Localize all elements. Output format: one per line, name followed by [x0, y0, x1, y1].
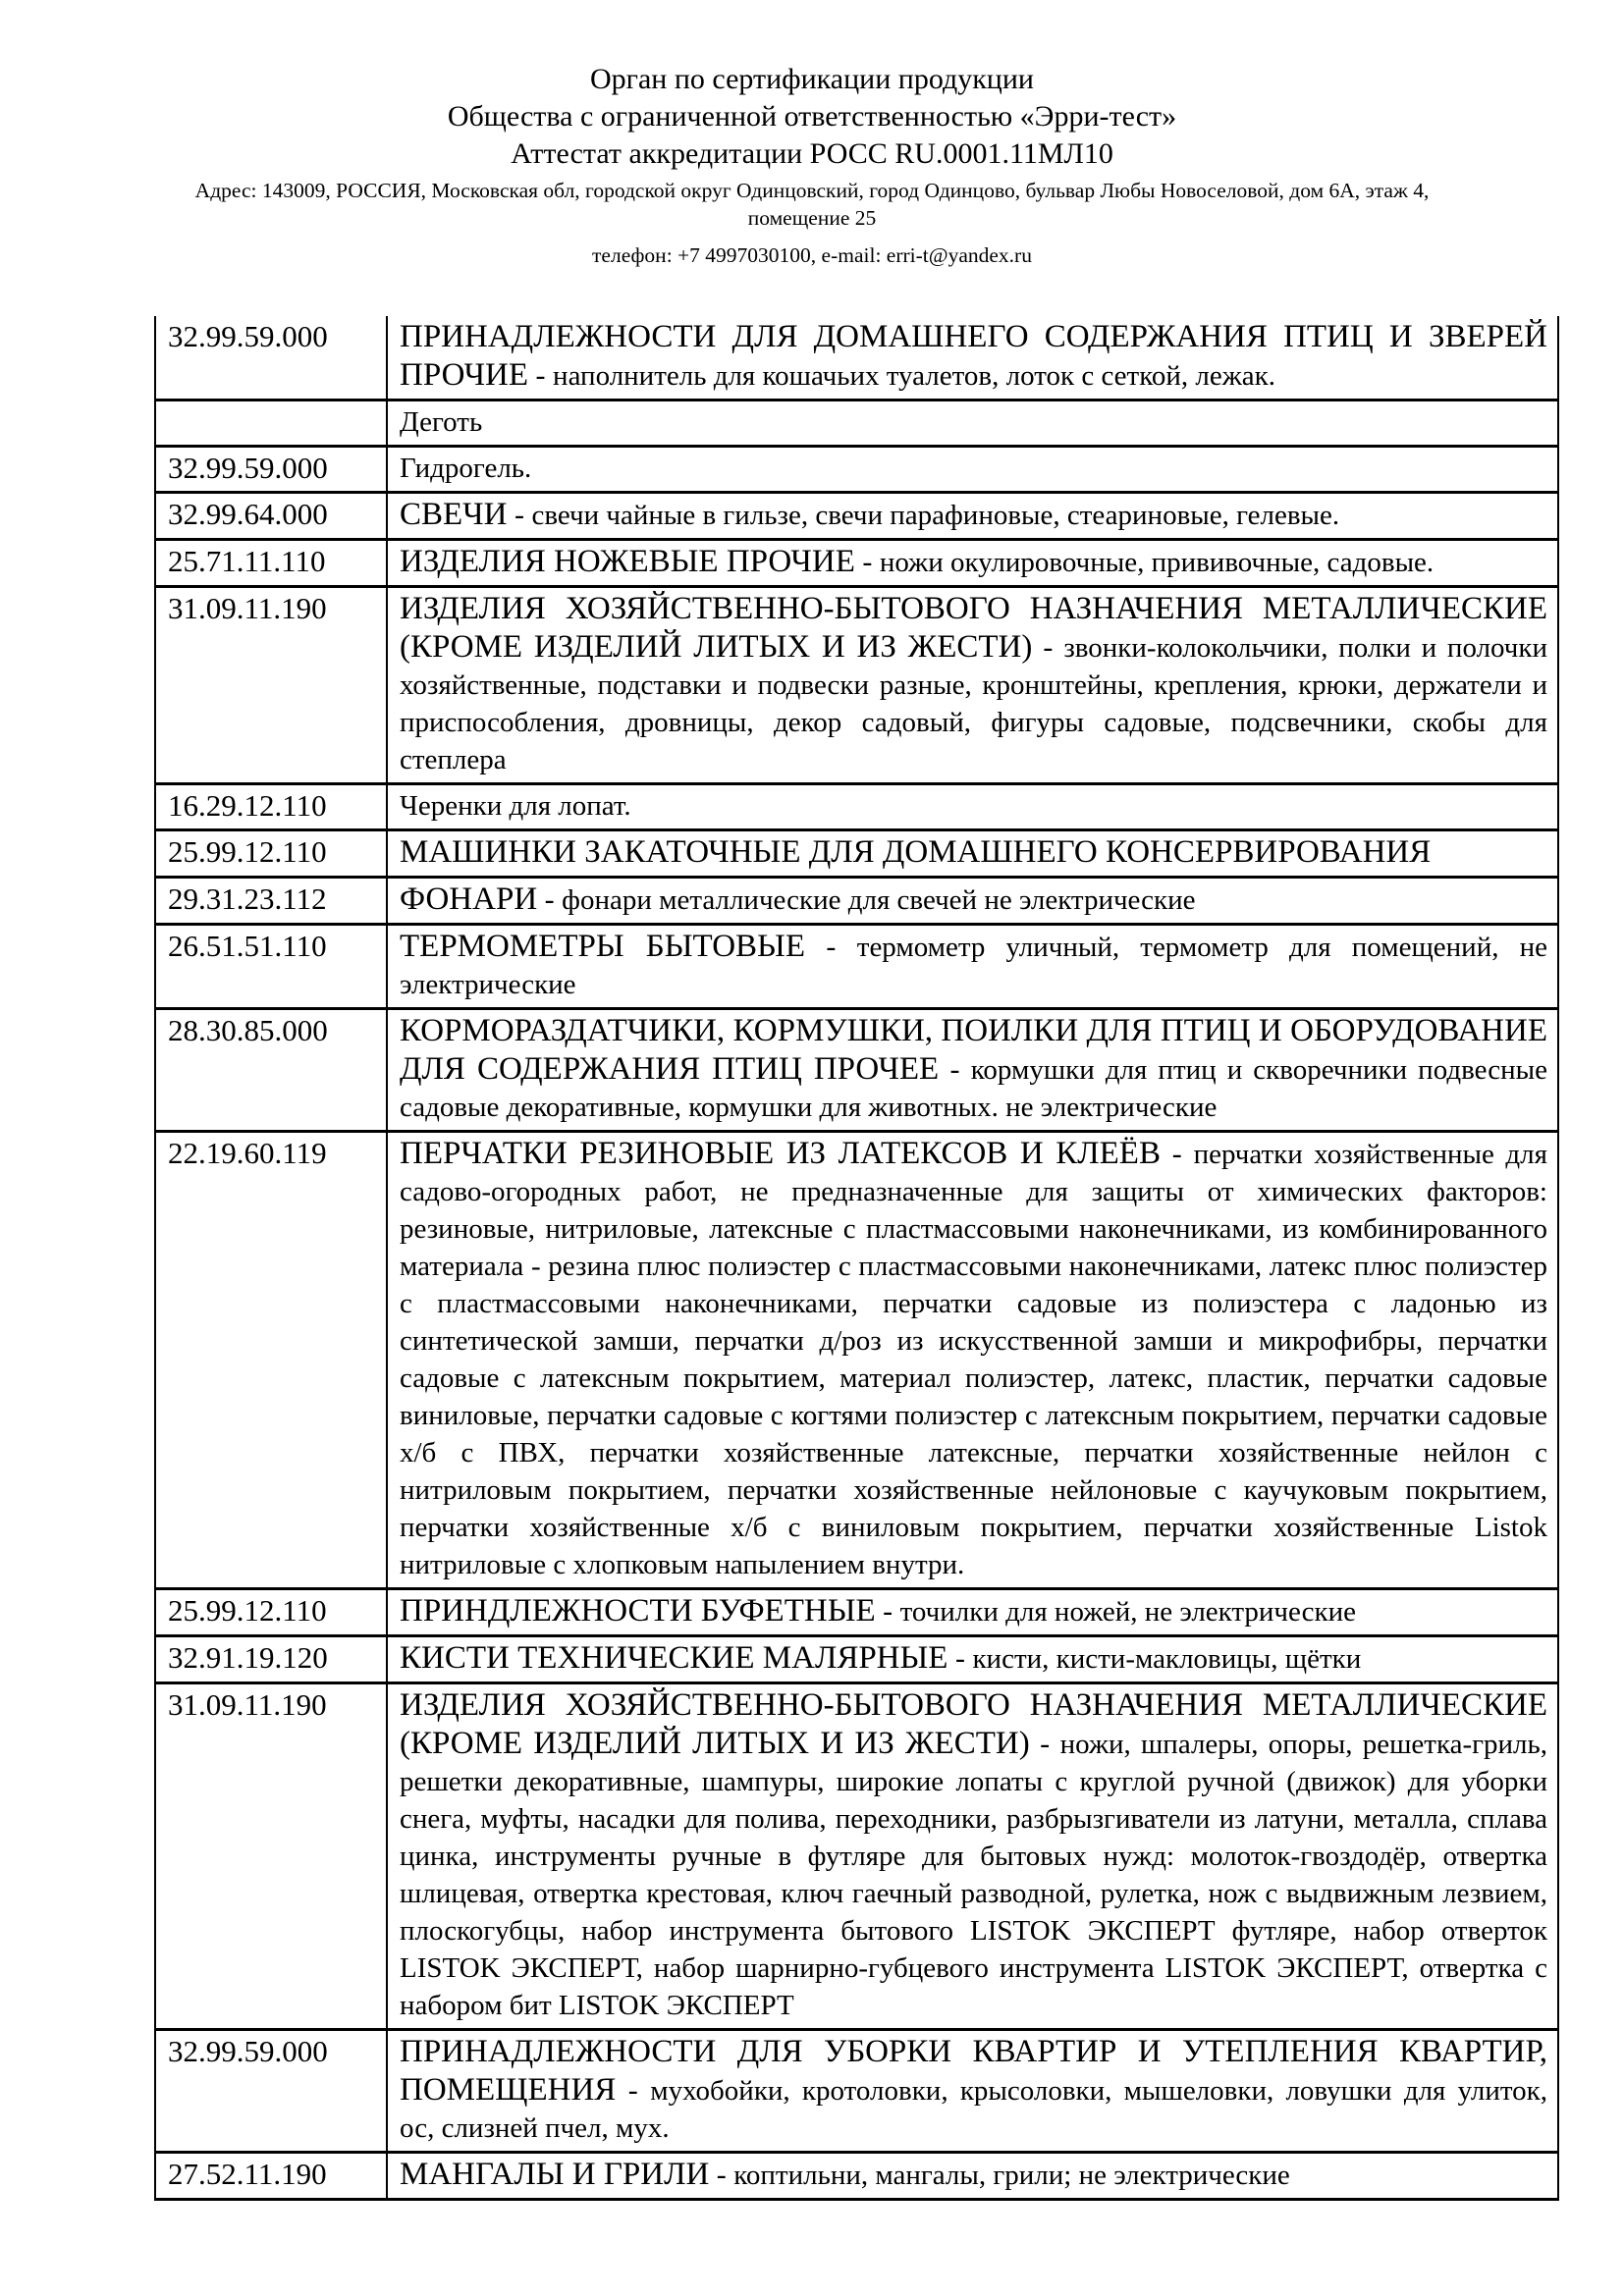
category-name: ИЗДЕЛИЯ НОЖЕВЫЕ ПРОЧИЕ — [400, 544, 855, 579]
products-table-body — [155, 316, 1558, 2200]
category-separator: - — [1160, 1138, 1194, 1170]
product-code: 22.19.60.119 — [168, 1136, 327, 1170]
product-code-cell — [155, 830, 387, 878]
product-code: 32.99.59.000 — [168, 2034, 328, 2068]
product-code-cell — [155, 2030, 387, 2153]
table-row — [155, 2030, 1558, 2153]
category-description: кисти, кисти-макловицы, щётки — [972, 1643, 1362, 1675]
table-row — [155, 1589, 1558, 1636]
table-row — [155, 587, 1558, 784]
category-separator: - — [854, 546, 880, 578]
product-desc-cell — [387, 878, 1558, 925]
product-code: 25.71.11.110 — [168, 544, 326, 578]
category-name: СВЕЧИ — [400, 497, 508, 532]
category-separator: - — [1032, 631, 1064, 664]
table-row — [155, 830, 1558, 878]
category-name: КОРМОРАЗДАТЧИКИ, КОРМУШКИ, ПОИЛКИ ДЛЯ ПТИЦ И ОБОРУДОВАНИЕ ДЛЯ СОДЕРЖАНИЯ ПТИЦ ПРОЧЕЕ — [400, 1013, 1547, 1087]
product-code-cell — [155, 925, 387, 1009]
category-name: МАШИНКИ ЗАКАТОЧНЫЕ ДЛЯ ДОМАШНЕГО КОНСЕРВИРОВАНИЯ — [400, 834, 1432, 870]
product-code: 16.29.12.110 — [168, 788, 327, 823]
product-desc-cell — [387, 1589, 1558, 1636]
org-address: Адрес: 143009, РОССИЯ, Московская обл, городской округ Одинцовский, город Одинцово, бульвар Любы Новоселовой, дом 6А, этаж 4, помещение 25 — [194, 179, 1430, 230]
product-code: 32.99.59.000 — [168, 319, 328, 353]
product-code-cell — [155, 2153, 387, 2200]
product-code-cell — [155, 493, 387, 540]
table-row — [155, 878, 1558, 925]
category-name: КИСТИ ТЕХНИЧЕСКИЕ МАЛЯРНЫЕ — [400, 1640, 948, 1676]
product-code-cell — [155, 878, 387, 925]
product-code: 29.31.23.112 — [168, 881, 327, 916]
category-description: Деготь — [400, 406, 483, 438]
category-description: Гидрогель. — [400, 453, 532, 484]
product-desc-cell — [387, 1132, 1558, 1589]
category-separator: - — [947, 1642, 973, 1675]
product-desc-cell — [387, 493, 1558, 540]
category-description: Черенки для лопат. — [400, 790, 631, 822]
category-name: ПРИНАДЛЕЖНОСТИ ДЛЯ ДОМАШНЕГО СОДЕРЖАНИЯ ПТИЦ И ЗВЕРЕЙ ПРОЧИЕ — [400, 319, 1547, 393]
product-desc-cell — [387, 784, 1558, 830]
product-desc-cell — [387, 540, 1558, 587]
category-description: свечи чайные в гильзе, свечи парафиновые, стеариновые, гелевые. — [531, 500, 1340, 531]
product-desc-cell — [387, 1009, 1558, 1132]
table-row — [155, 925, 1558, 1009]
table-row — [155, 784, 1558, 830]
product-code: 31.09.11.190 — [168, 1687, 327, 1722]
table-row — [155, 1132, 1558, 1589]
product-code-cell — [155, 400, 387, 447]
product-code-cell — [155, 1636, 387, 1683]
table-row — [155, 540, 1558, 587]
product-code-cell — [155, 587, 387, 784]
category-description: ножи, шпалеры, опоры, решетка-гриль, решетки декоративные, шампуры, широкие лопаты с круглой ручной (движок) для уборки снега, муфты, насадки для полива, переходники, разбрызгиватели из латуни, металла, сплава цинка, инструменты ручные в футляре для бытовых нужд: молоток-гвоздодёр, отвертка шлицевая, отвертка крестовая, ключ гаечный разводной, рулетка, нож с выдвижным лезвием, плоскогубцы, набор инструмента бытового LISTOK ЭКСПЕРТ футляре, набор отверток LISTOK ЭКСПЕРТ, набор шарнирно-губцевого инструмента LISTOK ЭКСПЕРТ, отвертка с набором бит LISTOK ЭКСПЕРТ — [400, 1729, 1547, 2021]
category-description: мухобойки, кротоловки, крысоловки, мышеловки, ловушки для улиток, ос, слизней пчел, мух. — [400, 2075, 1547, 2144]
category-name: ТЕРМОМЕТРЫ БЫТОВЫЕ — [400, 929, 805, 964]
org-contact: телефон: +7 4997030100, e-mail: erri-t@yandex.ru — [592, 243, 1032, 267]
category-separator: - — [805, 931, 857, 963]
category-description: коптильни, мангалы, грили; не электрические — [733, 2160, 1290, 2191]
category-name: ПЕРЧАТКИ РЕЗИНОВЫЕ ИЗ ЛАТЕКСОВ И КЛЕЁВ — [400, 1136, 1161, 1171]
category-separator: - — [1029, 1728, 1060, 1760]
category-name: ПРИНАДЛЕЖНОСТИ ДЛЯ УБОРКИ КВАРТИР И УТЕПЛЕНИЯ КВАРТИР, ПОМЕЩЕНИЯ — [400, 2034, 1547, 2108]
product-code-cell — [155, 1589, 387, 1636]
product-code: 27.52.11.190 — [168, 2157, 327, 2191]
product-desc-cell — [387, 587, 1558, 784]
category-name: ИЗДЕЛИЯ ХОЗЯЙСТВЕННО-БЫТОВОГО НАЗНАЧЕНИЯ МЕТАЛЛИЧЕСКИЕ (КРОМЕ ИЗДЕЛИЙ ЛИТЫХ И ИЗ ЖЕСТИ) — [400, 1687, 1547, 1761]
product-desc-cell — [387, 447, 1558, 493]
category-description: кормушки для птиц и скворечники подвесные садовые декоративные, кормушки для животных. не электрические — [400, 1054, 1547, 1123]
product-code: 26.51.51.110 — [168, 929, 327, 963]
table-row — [155, 1636, 1558, 1683]
product-code: 25.99.12.110 — [168, 1593, 327, 1628]
category-description: точилки для ножей, не электрические — [899, 1596, 1356, 1628]
category-separator: - — [528, 359, 554, 392]
product-code-cell — [155, 447, 387, 493]
category-description: ножи окулировочные, прививочные, садовые. — [879, 547, 1435, 578]
table-row — [155, 400, 1558, 447]
product-desc-cell — [387, 316, 1558, 400]
category-description: фонари металлические для свечей не электрические — [562, 884, 1196, 916]
product-desc-cell — [387, 925, 1558, 1009]
product-desc-cell — [387, 2153, 1558, 2200]
product-code: 31.09.11.190 — [168, 591, 327, 625]
products-table — [154, 316, 1559, 2201]
category-description: перчатки хозяйственные для садово-огородных работ, не предназначенные для защиты от химических факторов: резиновые, нитриловые, латексные с пластмассовыми наконечниками, из комбинированного материала - резина плюс полиэстер с пластмассовыми наконечниками, латекс плюс полиэстер с пластмассовыми наконечниками, перчатки садовые из полиэстера с ладонью из синтетической замши, перчатки д/роз из искусственной замши и микрофибры, перчатки садовые с латексным покрытием, материал полиэстер, латекс, пластик, перчатки садовые виниловые, перчатки садовые с когтями полиэстер с латексным покрытием, перчатки садовые х/б с ПВХ, перчатки хозяйственные латексные, перчатки хозяйственные нейлон с нитриловым покрытием, перчатки хозяйственные нейлоновые с каучуковым покрытием, перчатки хозяйственные х/б с виниловым покрытием, перчатки хозяйственные Listok нитриловые с хлопковым напылением внутри. — [400, 1139, 1547, 1580]
table-row — [155, 493, 1558, 540]
product-code: 28.30.85.000 — [168, 1013, 328, 1047]
category-separator: - — [507, 499, 532, 531]
product-desc-cell — [387, 1683, 1558, 2030]
table-row — [155, 2153, 1558, 2200]
table-row — [155, 1009, 1558, 1132]
category-separator: - — [939, 1053, 971, 1086]
document-header — [0, 0, 1624, 269]
category-description: термометр уличный, термометр для помещений, не электрические — [400, 932, 1547, 1000]
category-separator: - — [875, 1595, 900, 1628]
product-code: 32.99.64.000 — [168, 497, 328, 531]
table-row — [155, 447, 1558, 493]
product-code: 25.99.12.110 — [168, 834, 327, 869]
org-title-line-2: Общества с ограниченной ответственностью «Эрри-тест» — [447, 100, 1177, 133]
category-description: звонки-колокольчики, полки и полочки хозяйственные, подставки и подвески разные, кронштейны, крепления, крюки, держатели и приспособления, дровницы, декор садовый, фигуры садовые, подсвечники, скобы для степлера — [400, 632, 1547, 775]
category-name: ФОНАРИ — [400, 881, 538, 917]
product-code-cell — [155, 540, 387, 587]
product-desc-cell — [387, 2030, 1558, 2153]
category-separator: - — [537, 883, 563, 916]
category-description: наполнитель для кошачьих туалетов, лоток с сеткой, лежак. — [553, 360, 1275, 392]
product-code-cell — [155, 316, 387, 400]
accreditation-line: Аттестат аккредитации РОСС RU.0001.11МЛ10 — [511, 137, 1113, 170]
org-title-line-1: Орган по сертификации продукции — [590, 63, 1034, 95]
category-name: ИЗДЕЛИЯ ХОЗЯЙСТВЕННО-БЫТОВОГО НАЗНАЧЕНИЯ МЕТАЛЛИЧЕСКИЕ (КРОМЕ ИЗДЕЛИЙ ЛИТЫХ И ИЗ ЖЕСТИ) — [400, 591, 1547, 665]
category-name: МАНГАЛЫ И ГРИЛИ — [400, 2157, 710, 2192]
product-desc-cell — [387, 1636, 1558, 1683]
product-desc-cell — [387, 400, 1558, 447]
category-name: ПРИНДЛЕЖНОСТИ БУФЕТНЫЕ — [400, 1593, 876, 1629]
table-row — [155, 316, 1558, 400]
product-code-cell — [155, 784, 387, 830]
product-code-cell — [155, 1132, 387, 1589]
product-code-cell — [155, 1009, 387, 1132]
category-separator: - — [616, 2074, 651, 2107]
category-separator: - — [709, 2159, 734, 2191]
product-code-cell — [155, 1683, 387, 2030]
product-code: 32.91.19.120 — [168, 1640, 328, 1675]
product-code: 32.99.59.000 — [168, 451, 328, 485]
table-row — [155, 1683, 1558, 2030]
product-desc-cell — [387, 830, 1558, 878]
